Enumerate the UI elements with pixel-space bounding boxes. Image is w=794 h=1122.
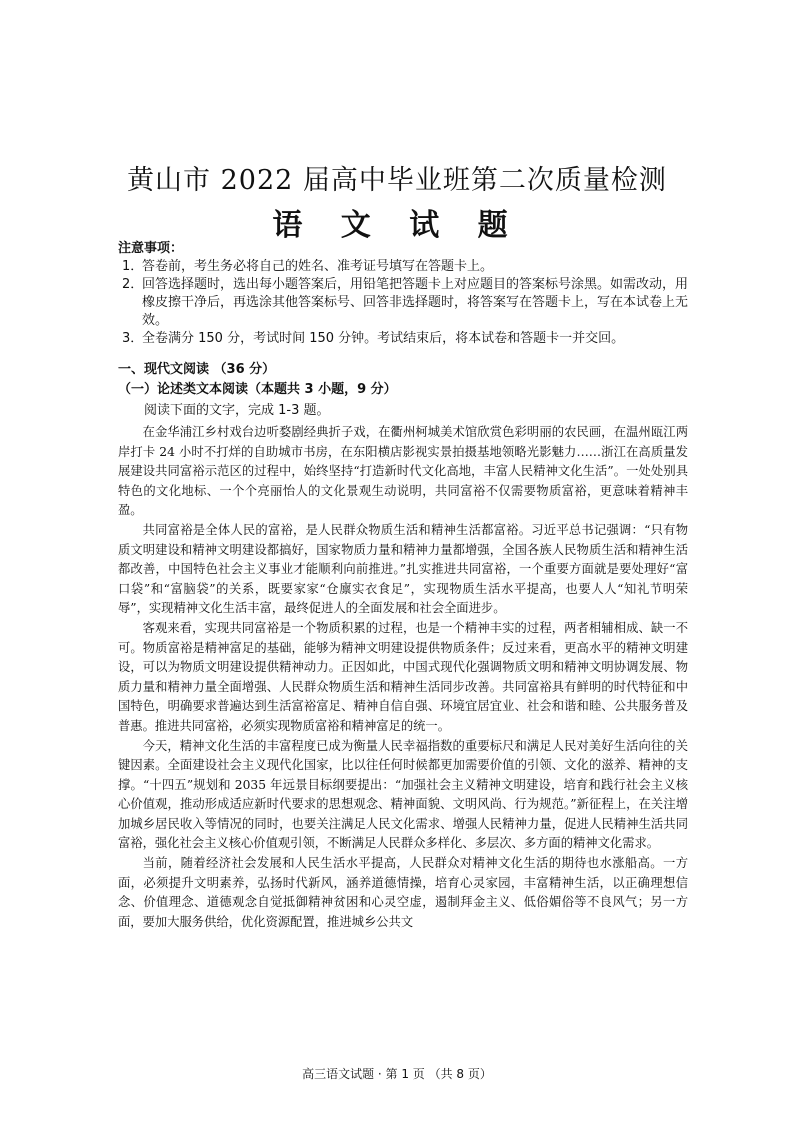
notice-block xyxy=(118,240,688,348)
notice-item xyxy=(118,276,688,330)
passage-paragraph: 今天，精神文化生活的丰富程度已成为衡量人民幸福指数的重要标尺和满足人民对美好生活向往的关键因素。全面建设社会主义现代化国家，比以往任何时候都更加需要价值的引领、文化的滋养、精神的支撑。“十四五”规划和 2035 年远景目标纲要提出：“加强社会主义精神文明建设，培育和践行社会主义核心价值观，推动形成适应新时代要求的思想观念、精神面貌、文明风尚、行为规范。”新征程上，在关注增加城乡居民收入等情况的同时，也要关注满足人民文化需求、增强人民精神力量，促进人民精神生活共同富裕，强化社会主义核心价值观引领，不断满足人民群众多样化、多层次、多方面的精神文化需求。 xyxy=(118,738,688,851)
subject-title: 语 文 试 题 xyxy=(272,208,522,243)
passage-paragraph: 在金华浦江乡村戏台边听婺剧经典折子戏，在衢州柯城美术馆欣赏色彩明丽的农民画，在温州瓯江两岸打卡 24 小时不打烊的自助城市书房，在东阳横店影视实景拍摄基地领略光影魅力……浙江在高质量发展建设共同富裕示范区的过程中，始终坚持“打造新时代文化高地，丰富人民精神文化生活”。一处处别具特色的文化地标、一个个亮丽怡人的文化景观生动说明，共同富裕不仅需要物质富裕，更意味着精神丰盈。 xyxy=(118,425,688,518)
passage-paragraph: 共同富裕是全体人民的富裕，是人民群众物质生活和精神生活都富裕。习近平总书记强调：“只有物质文明建设和精神文明建设都搞好，国家物质力量和精神力量都增强，全国各族人民物质生活和精神生活都改善，中国特色社会主义事业才能顺利向前推进。”扎实推进共同富裕，一个重要方面就是要处理好“富口袋”和“富脑袋”的关系，既要家家“仓廪实衣食足”，实现物质生活水平提高，也要人人“知礼节明荣辱”，实现精神文化生活丰富，最终促进人的全面发展和社会全面进步。 xyxy=(118,522,688,616)
notice-heading: 注意事项： xyxy=(118,241,184,256)
notice-number: 3． xyxy=(122,331,144,346)
page-footer: 高三语文试题 · 第 1 页 （共 8 页） xyxy=(302,1067,492,1081)
subsection-heading: （一）论述类文本阅读（本题共 3 小题，9 分） xyxy=(118,382,397,397)
notice-item xyxy=(118,330,688,348)
exam-title: 黄山市 2022 届高中毕业班第二次质量检测 xyxy=(127,165,667,196)
notice-item xyxy=(118,258,688,276)
notice-text: 全卷满分 150 分，考试时间 150 分钟。考试结束后，将本试卷和答题卡一并交回。 xyxy=(142,331,625,346)
reading-passage xyxy=(118,423,688,932)
reading-instruction: 阅读下面的文字，完成 1-3 题。 xyxy=(144,403,330,418)
passage-paragraph: 当前，随着经济社会发展和人民生活水平提高，人民群众对精神文化生活的期待也水涨船高。一方面，必须提升文明素养，弘扬时代新风，涵养道德情操，培育心灵家园，丰富精神生活，以正确理想信念、价值理念、道德观念自觉抵御精神贫困和心灵空虚，遏制拜金主义、低俗媚俗等不良风气；另一方面，要加大服务供给，优化资源配置，推进城乡公共文 xyxy=(118,856,688,929)
notice-number: 1． xyxy=(122,259,144,274)
notice-text: 答卷前，考生务必将自己的姓名、准考证号填写在答题卡上。 xyxy=(142,259,494,274)
notice-number: 2． xyxy=(122,277,144,292)
notice-text: 回答选择题时，选出每小题答案后，用铅笔把答题卡上对应题目的答案标号涂黑。如需改动，用橡皮擦干净后，再选涂其他答案标号、回答非选择题时，将答案写在答题卡上，写在本试卷上无效。 xyxy=(142,277,689,328)
passage-paragraph: 客观来看，实现共同富裕是一个物质积累的过程，也是一个精神丰实的过程，两者相辅相成、缺一不可。物质富裕是精神富足的基础，能够为精神文明建设提供物质条件；反过来看，更高水平的精神文明建设，可以为物质文明建设提供精神动力。正因如此，中国式现代化强调物质文明和精神文明协调发展、物质力量和精神力量全面增强、人民群众物质生活和精神生活同步改善。共同富裕具有鲜明的时代特征和中国特色，明确要求普遍达到生活富裕富足、精神自信自强、环境宜居宜业、社会和谐和睦、公共服务普及普惠。推进共同富裕，必须实现物质富裕和精神富足的统一。 xyxy=(118,620,688,733)
section-heading: 一、现代文阅读 （36 分） xyxy=(118,362,276,377)
